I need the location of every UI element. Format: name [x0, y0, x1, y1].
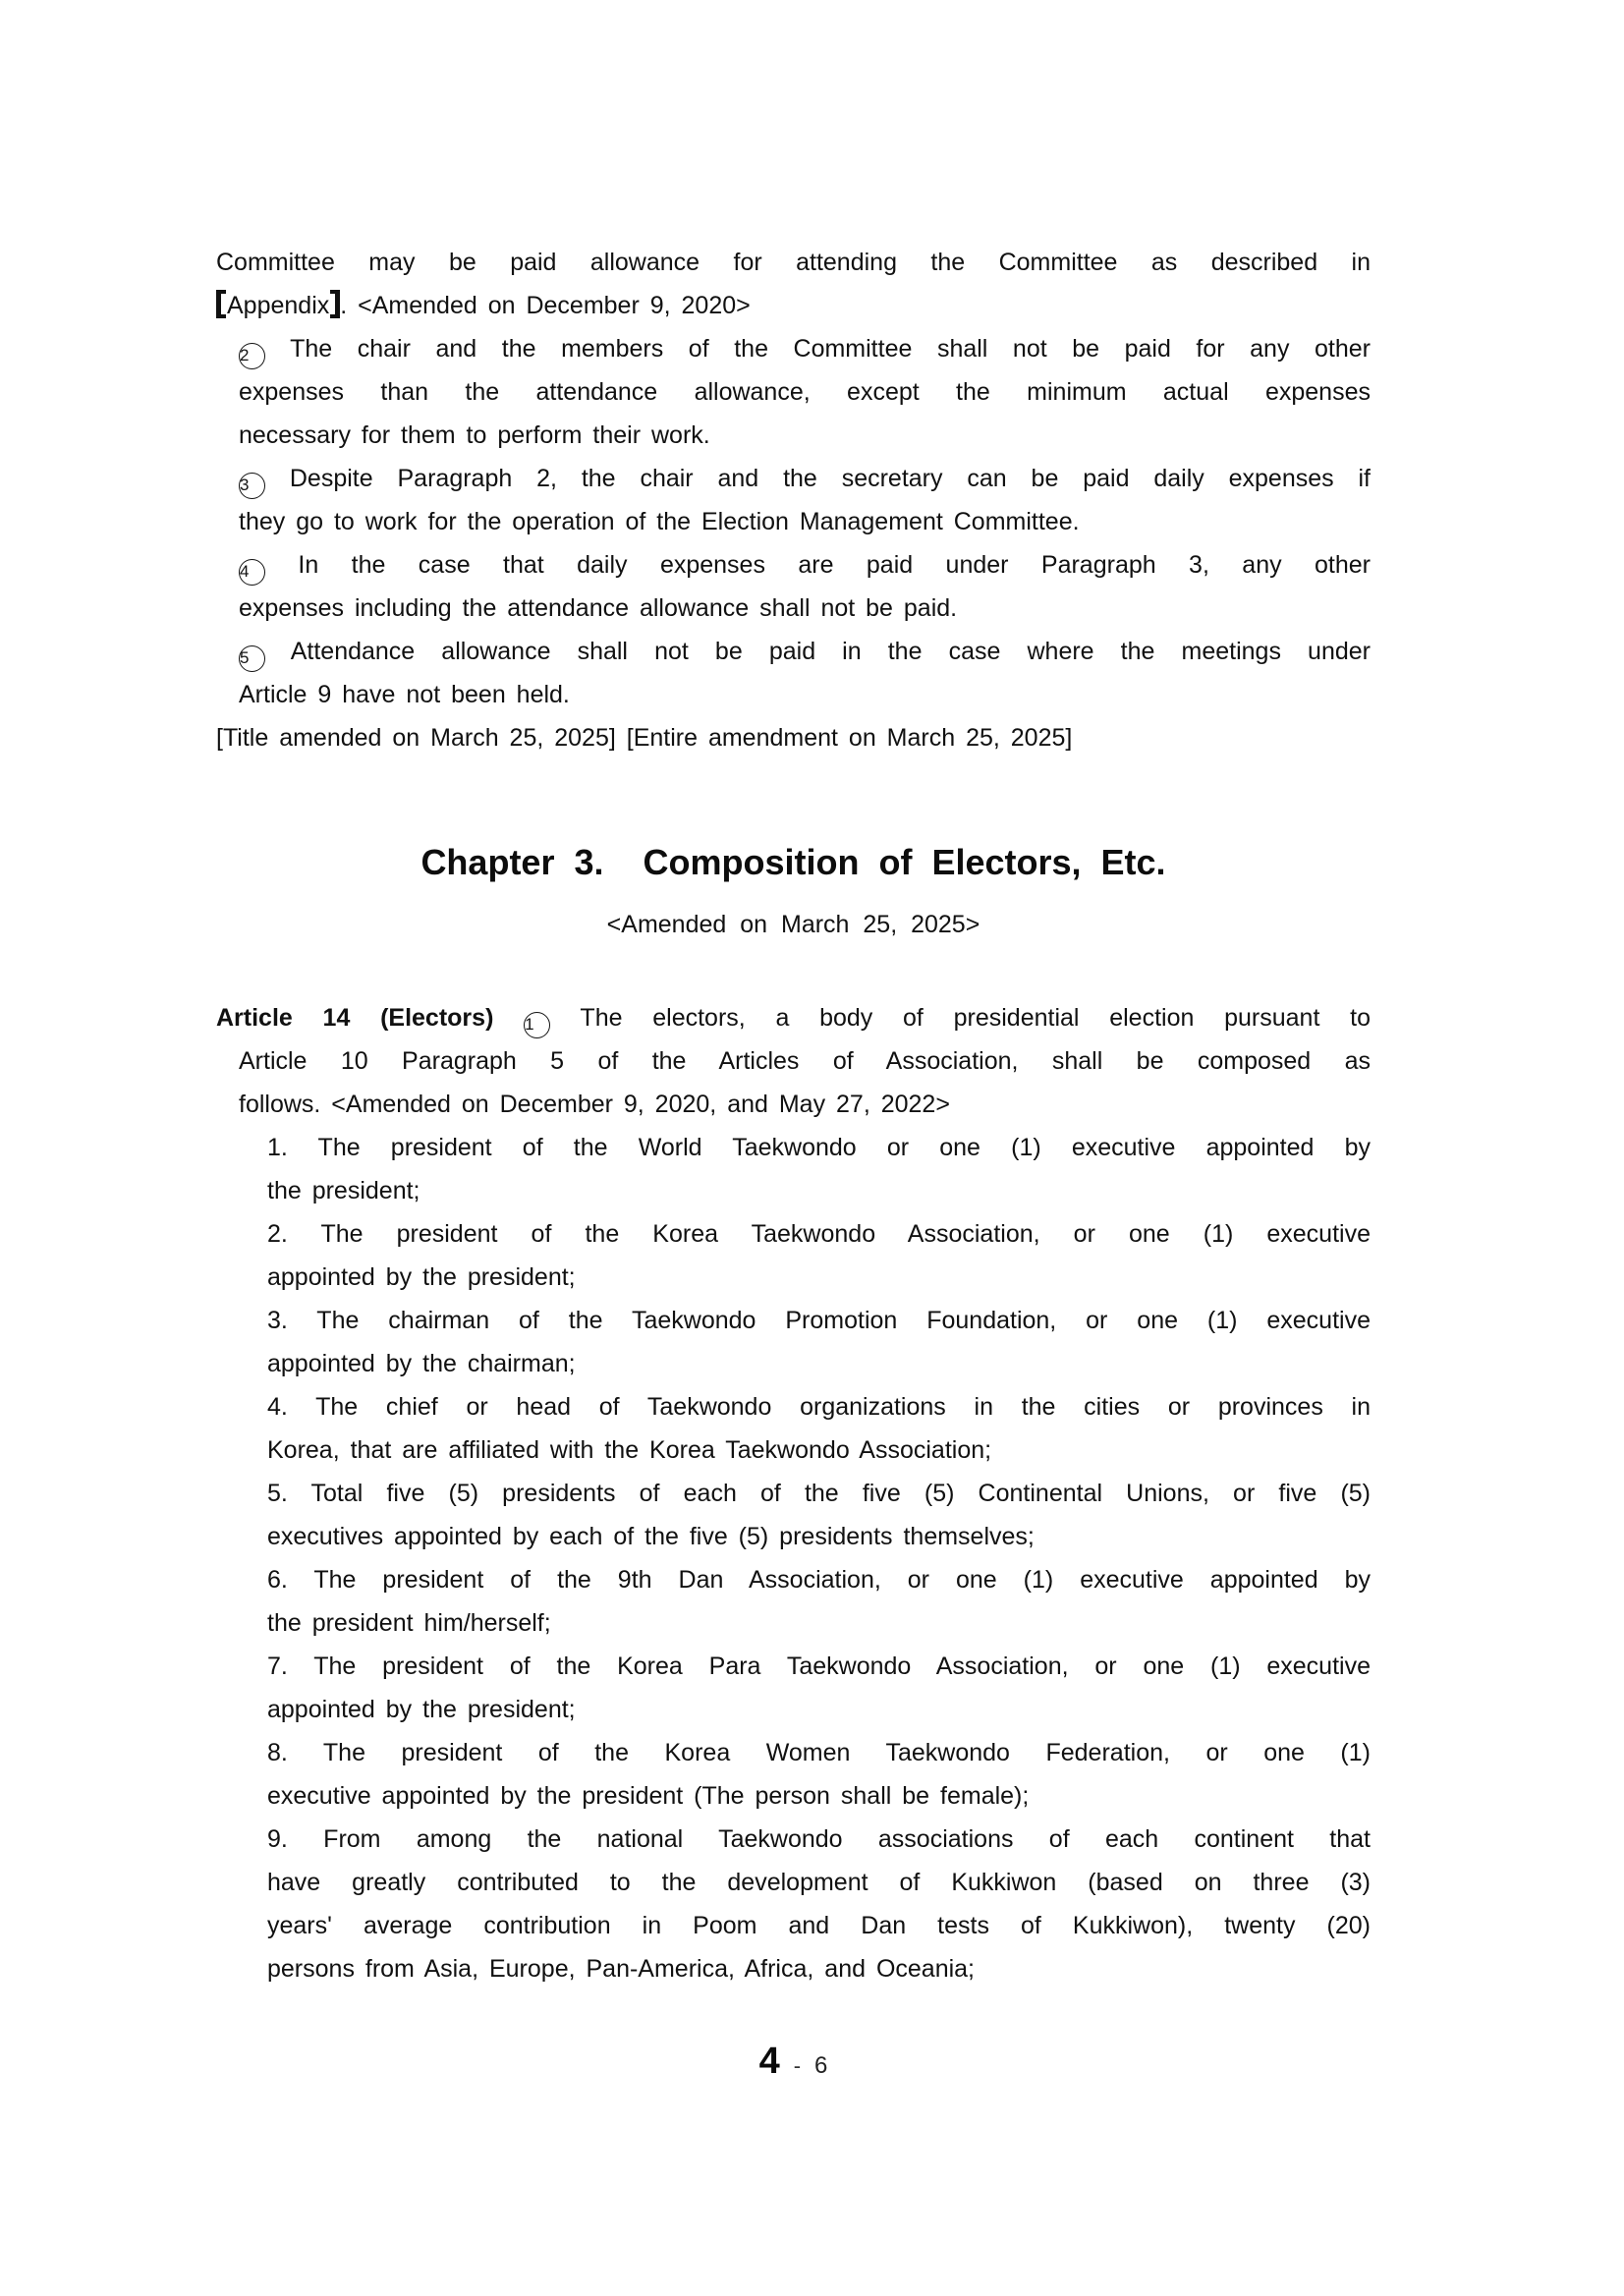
article-14-text	[216, 996, 1371, 1990]
text-line	[267, 1126, 1371, 1169]
line-text: Committee may be paid allowance for attending the Committee as described in	[216, 249, 1371, 276]
line-text: 9. From among the national Taekwondo associations of each continent that	[267, 1825, 1371, 1853]
text-line	[239, 1083, 1371, 1126]
line-text: have greatly contributed to the development of Kukkiwon (based on three (3)	[267, 1869, 1371, 1896]
text-line	[239, 457, 1371, 500]
text-line	[267, 1385, 1371, 1428]
line-text: they go to work for the operation of the Election Management Committee.	[239, 508, 1080, 535]
line-text: 6. The president of the 9th Dan Association, or one (1) executive appointed by	[267, 1566, 1371, 1594]
line-text: persons from Asia, Europe, Pan-America, Africa, and Oceania;	[267, 1955, 976, 1983]
line-text: 4. The chief or head of Taekwondo organizations in the cities or provinces in	[267, 1393, 1371, 1421]
circled-number-icon: 3	[239, 473, 265, 499]
circled-number-icon: 5	[239, 645, 265, 672]
text-line	[216, 241, 1371, 284]
chapter-heading: Chapter 3. Composition of Electors, Etc.	[420, 842, 1166, 882]
line-text: 2. The president of the Korea Taekwondo Association, or one (1) executive	[267, 1220, 1371, 1248]
text-line	[216, 716, 1371, 759]
line-text: The chair and the members of the Committee shall not be paid for any other	[290, 335, 1371, 363]
circled-number-icon: 4	[239, 559, 265, 586]
text-line	[267, 1472, 1371, 1515]
bracket-label-text: Appendix	[227, 292, 330, 319]
line-text: 7. The president of the Korea Para Taekwondo Association, or one (1) executive	[267, 1652, 1371, 1680]
line-text: In the case that daily expenses are paid under Paragraph 3, any other	[298, 551, 1371, 579]
line-text: the president;	[267, 1177, 420, 1204]
line-text: Article 10 Paragraph 5 of the Articles of Association, shall be composed as	[239, 1047, 1371, 1075]
body-text	[216, 0, 1371, 759]
text-line	[267, 1904, 1371, 1947]
text-line	[267, 1731, 1371, 1774]
line-text: 5. Total five (5) presidents of each of the five (5) Continental Unions, or five (5)	[267, 1480, 1371, 1507]
text-line	[267, 1558, 1371, 1601]
text-line	[239, 370, 1371, 414]
text-line	[239, 587, 1371, 630]
chapter-amendment-note: <Amended on March 25, 2025>	[606, 911, 980, 938]
page-number-separator: -	[793, 2053, 802, 2078]
line-text: necessary for them to perform their work.	[239, 421, 710, 449]
text-line	[267, 1342, 1371, 1385]
line-text: follows. <Amended on December 9, 2020, and May 27, 2022>	[239, 1091, 950, 1118]
text-line	[267, 1601, 1371, 1645]
line-text: The electors, a body of presidential election pursuant to	[580, 1004, 1371, 1032]
line-text: Article 9 have not been held.	[239, 681, 570, 708]
text-line	[267, 1947, 1371, 1990]
text-line	[216, 284, 1371, 327]
line-text: 3. The chairman of the Taekwondo Promotion Foundation, or one (1) executive	[267, 1307, 1371, 1334]
line-text: executive appointed by the president (The person shall be female);	[267, 1782, 1030, 1810]
circled-number-icon: 1	[524, 1012, 550, 1038]
page-total: 6	[814, 2052, 828, 2079]
line-text: [Title amended on March 25, 2025] [Entire amendment on March 25, 2025]	[216, 724, 1073, 752]
line-text: expenses than the attendance allowance, except the minimum actual expenses	[239, 378, 1371, 406]
line-text: years' average contribution in Poom and Dan tests of Kukkiwon), twenty (20)	[267, 1912, 1371, 1939]
circled-number-icon: 2	[239, 343, 265, 369]
text-line	[267, 1818, 1371, 1861]
lenticular-close-bracket-icon	[330, 290, 340, 318]
text-line	[267, 1212, 1371, 1256]
text-line	[239, 673, 1371, 716]
line-text: . <Amended on December 9, 2020>	[340, 292, 751, 319]
line-text: appointed by the president;	[267, 1696, 576, 1723]
line-text: expenses including the attendance allowance shall not be paid.	[239, 594, 958, 622]
page-footer	[216, 2039, 1371, 2084]
text-line	[239, 500, 1371, 543]
line-text: Attendance allowance shall not be paid in the case where the meetings under	[290, 638, 1371, 665]
text-line	[267, 1774, 1371, 1818]
text-line	[267, 1256, 1371, 1299]
line-text: the president him/herself;	[267, 1609, 551, 1637]
text-line	[267, 1688, 1371, 1731]
text-line	[267, 1861, 1371, 1904]
page-number: 4	[758, 2041, 780, 2082]
line-text: Korea, that are affiliated with the Korea Taekwondo Association;	[267, 1436, 992, 1464]
text-line	[239, 414, 1371, 457]
line-text: appointed by the president;	[267, 1263, 576, 1291]
text-line	[267, 1428, 1371, 1472]
chapter-section	[216, 838, 1371, 946]
text-line	[239, 327, 1371, 370]
line-text: 1. The president of the World Taekwondo or one (1) executive appointed by	[267, 1134, 1371, 1161]
line-text: executives appointed by each of the five (5) presidents themselves;	[267, 1523, 1035, 1550]
text-line	[267, 1515, 1371, 1558]
text-line	[267, 1169, 1371, 1212]
bracketed-label	[216, 292, 340, 319]
lenticular-open-bracket-icon	[216, 290, 226, 318]
text-line	[267, 1645, 1371, 1688]
text-line	[267, 1299, 1371, 1342]
text-line	[239, 630, 1371, 673]
text-line	[216, 996, 1371, 1039]
line-text: 8. The president of the Korea Women Taekwondo Federation, or one (1)	[267, 1739, 1371, 1766]
text-line	[239, 1039, 1371, 1083]
line-text: Despite Paragraph 2, the chair and the secretary can be paid daily expenses if	[289, 465, 1372, 492]
text-line	[239, 543, 1371, 587]
line-text: appointed by the chairman;	[267, 1350, 576, 1377]
article-number-label: Article 14 (Electors)	[216, 1004, 494, 1032]
